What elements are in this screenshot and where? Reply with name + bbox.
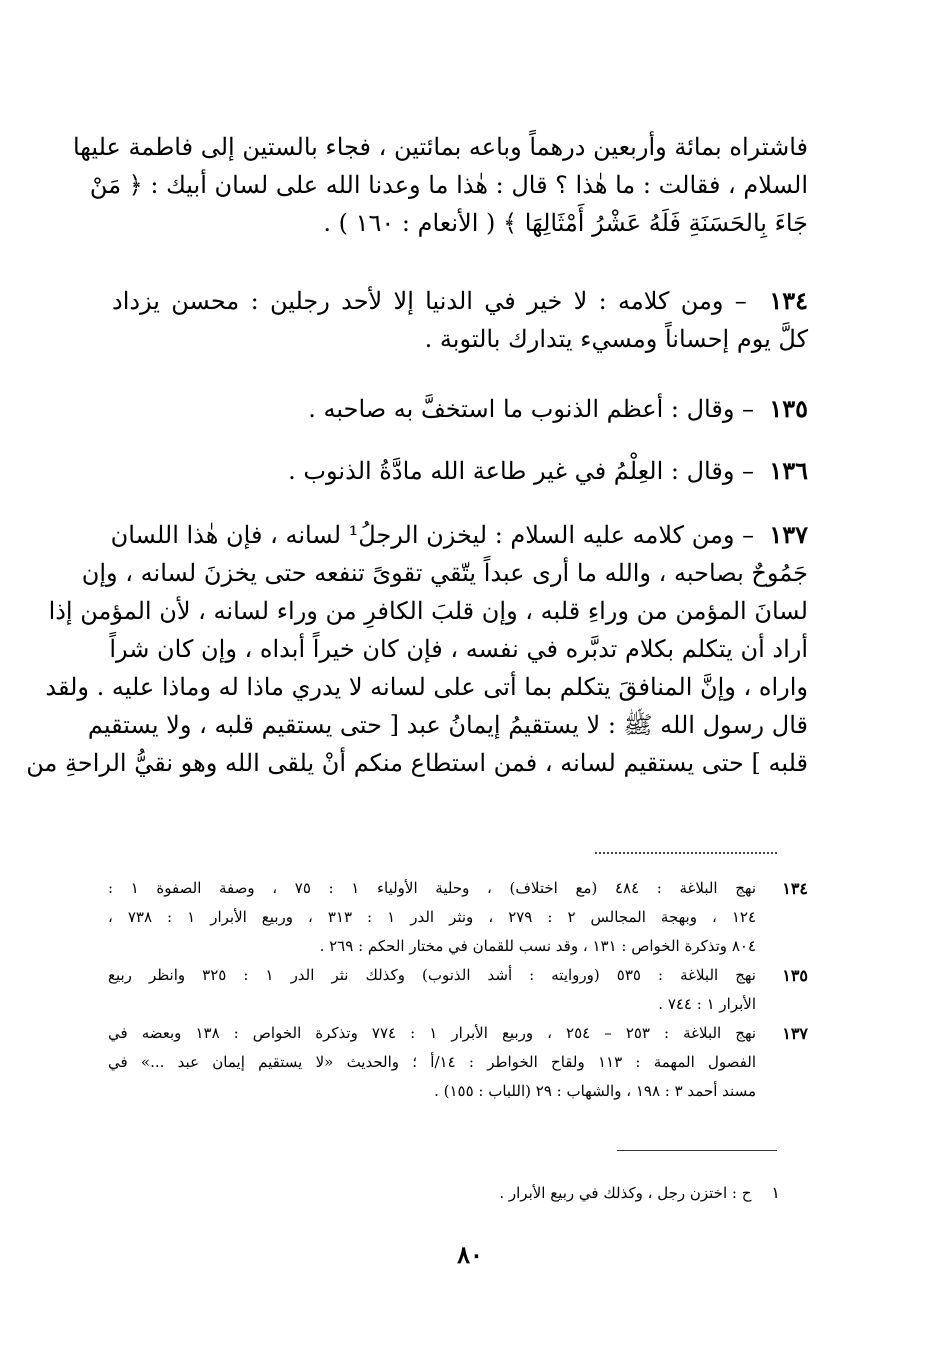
footnote-line: الفصول المهمة : ١١٣ ولقاح الخواطر : ١٤/أ ؛ والحديث «لا يستقيم إيمان عبد ...» في (108, 1053, 756, 1071)
saying-text: – ومن كلامه عليه السلام : ليخزن الرجلُ¹ لسانه ، فإن هٰذا اللسان (110, 521, 755, 549)
footnote-line: ١٢٤ ، وبهجة المجالس ٢ : ٢٧٩ ، ونثر الدر ١ : ٣١٣ ، وربيع الأبرار ١ : ٧٣٨ ، (108, 908, 757, 926)
saying-number: ١٣٥ (769, 394, 808, 423)
footnote-number: ١٣٧ (782, 1024, 808, 1043)
footnote-line: نهج البلاغة : ٤٨٤ (مع اختلاف) ، وحلية الأولياء ١ : ٧٥ ، وصفة الصفوة ١ : (108, 879, 757, 897)
text-line (112, 452, 808, 490)
variant-note-number: ١ (771, 1183, 780, 1202)
saying-number: ١٣٦ (769, 456, 808, 485)
footnote-rule (617, 1150, 777, 1151)
saying-text: – وقال : أعظم الذنوب ما استخفَّ به صاحبه . (308, 395, 755, 423)
variant-note-text: ح : اختزن رجل ، وكذلك في ربيع الأبرار . (499, 1184, 752, 1202)
footnote-line: نهج البلاغة : ٥٣٥ (وروايته : أشد الذنوب) وكذلك نثر الدر ١ : ٣٢٥ وانظر ربيع (108, 966, 756, 984)
page-number: ٨٠ (457, 1240, 483, 1269)
saying-number: ١٣٧ (769, 520, 808, 549)
saying-number: ١٣٤ (769, 286, 808, 315)
saying-136 (112, 452, 808, 490)
text-line: أراد أن يتكلم بكلام تدبَّره في نفسه ، فإن كان خيراً أبداه ، وإن كان شراً (109, 635, 808, 663)
text-line (112, 516, 808, 554)
saying-text: – وقال : العِلْمُ في غير طاعة الله مادَّةُ الذنوب . (288, 457, 755, 485)
text-line (112, 282, 808, 320)
footnote-line: نهج البلاغة : ٢٥٣ – ٢٥٤ ، وربيع الأبرار ١ : ٧٧٤ وتذكرة الخواص : ١٣٨ وبعضه في (108, 1024, 757, 1042)
text-line: قلبه ] حتى يستقيم لسانه ، فمن استطاع منكم أنْ يلقى الله وهو نقيُّ الراحةِ من (26, 749, 808, 777)
footnote-line: الأبرار ١ : ٧٤٤ . (658, 995, 756, 1013)
source-footnotes (108, 874, 808, 1106)
saying-137 (26, 516, 808, 782)
text-line: قال رسول الله ﷺ : لا يستقيمُ إيمانُ عبد [ حتى يستقيم قلبه ، ولا يستقيم (87, 711, 808, 739)
footnote-line: ٨٠٤ وتذكرة الخواص : ١٣١ ، وقد نسب للقمان في مختار الحكم : ٢٦٩ . (319, 937, 756, 955)
text-line (112, 390, 808, 428)
dotted-separator (595, 852, 777, 854)
footnote-line: مسند أحمد ٣ : ١٩٨ ، والشهاب : ٢٩ (اللباب : ١٥٥) . (434, 1082, 756, 1100)
intro-paragraph (72, 128, 808, 242)
footnote-number: ١٣٥ (782, 966, 808, 985)
saying-134 (112, 282, 808, 358)
text-line: جَمُوحٌ بصاحبه ، والله ما أرى عبداً يتّقي تقوىً تنفعه حتى يخزنَ لسانه ، وإن (81, 559, 808, 587)
variant-note (400, 1180, 780, 1206)
text-line: كلَّ يوم إحساناً ومسيء يتدارك بالتوبة . (424, 325, 808, 353)
saying-text: – ومن كلامه : لا خير في الدنيا إلا لأحد رجلين : محسن يزداد (112, 287, 747, 315)
text-line: فاشتراه بمائة وأربعين درهماً وباعه بمائتين ، فجاء بالستين إلى فاطمة عليها (72, 133, 808, 161)
text-line: واراه ، وإنَّ المنافقَ يتكلم بما أتى على لسانه لا يدري ماذا له وماذا عليه . ولقد (45, 673, 808, 701)
text-line: جَاءَ بِالحَسَنَةِ فَلَهُ عَشْرُ أَمْثَالِهَا ﴾ ( الأنعام : ١٦٠ ) . (323, 209, 808, 237)
footnote-entry (108, 874, 808, 961)
footnote-number: ١٣٤ (782, 879, 808, 898)
text-line: لسانَ المؤمن من وراءِ قلبه ، وإن قلبَ الكافرِ من وراء لسانه ، لأن المؤمن إذا (48, 597, 808, 625)
footnote-entry (108, 1019, 808, 1106)
footnote-entry (108, 961, 808, 1019)
text-line: السلام ، فقالت : ما هٰذا ؟ قال : هٰذا ما وعدنا الله على لسان أبيك : ﴿ مَنْ (89, 171, 808, 199)
saying-135 (112, 390, 808, 428)
